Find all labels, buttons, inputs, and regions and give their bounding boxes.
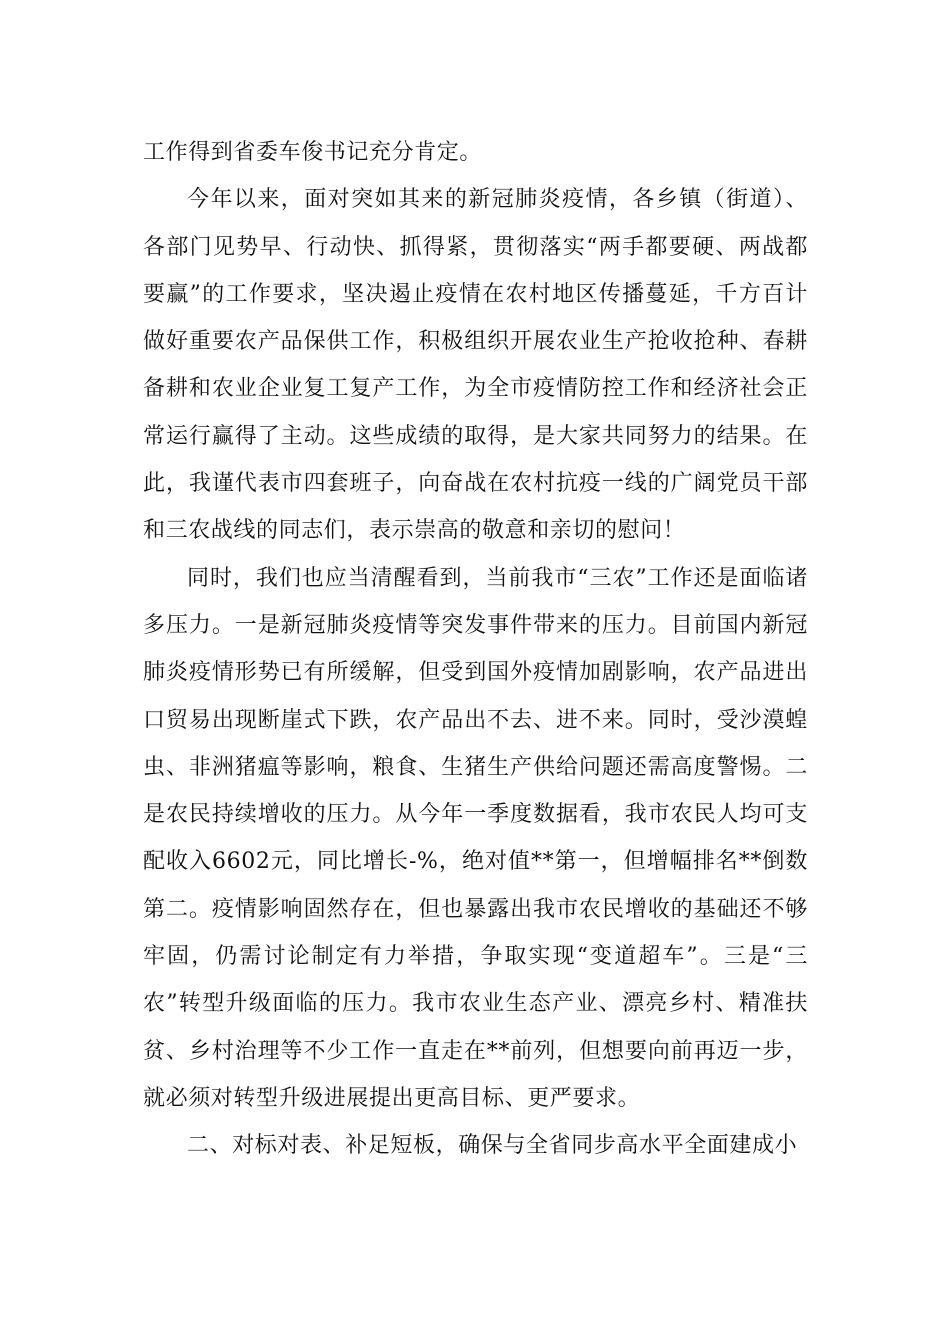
document-body bbox=[143, 129, 808, 1170]
paragraph-achievements: 今年以来，面对突如其来的新冠肺炎疫情，各乡镇（街道）、各部门见势早、行动快、抓得紧，贯彻落实“两手都要硬、两战都要赢”的工作要求，坚决遏止疫情在农村地区传播蔓延，千方百计做好重要农产品保供工作，积极组织开展农业生产抢收抢种、春耕备耕和农业企业复工复产工作，为全市疫情防控工作和经济社会正常运行赢得了主动。这些成绩的取得，是大家共同努力的结果。在此，我谨代表市四套班子，向奋战在农村抗疫一线的广阔党员干部和三农战线的同志们，表示崇高的敬意和亲切的慰问！ bbox=[143, 187, 808, 544]
paragraph-continuation: 工作得到省委车俊书记充分肯定。 bbox=[143, 140, 483, 165]
paragraph-pressures: 同时，我们也应当清醒看到，当前我市“三农”工作还是面临诸多压力。一是新冠肺炎疫情等突发事件带来的压力。目前国内新冠肺炎疫情形势已有所缓解，但受到国外疫情加剧影响，农产品进出口贸易出现断崖式下跌，农产品出不去、进不来。同时，受沙漠蝗虫、非洲猪瘟等影响，粮食、生猪生产供给问题还需高度警惕。二是农民持续增收的压力。从今年一季度数据看，我市农民人均可支配收入6602元，同比增长-%，绝对值**第一，但增幅排名**倒数第二。疫情影响固然存在，但也暴露出我市农民增收的基础还不够牢固，仍需讨论制定有力举措，争取实现“变道超车”。三是“三农”转型升级面临的压力。我市农业生态产业、漂亮乡村、精准扶贫、乡村治理等不少工作一直走在**前列，但想要向前再迈一步，就必须对转型升级进展提出更高目标、更严要求。 bbox=[143, 565, 808, 1111]
section-heading-two: 二、对标对表、补足短板，确保与全省同步高水平全面建成小 bbox=[187, 1133, 798, 1159]
